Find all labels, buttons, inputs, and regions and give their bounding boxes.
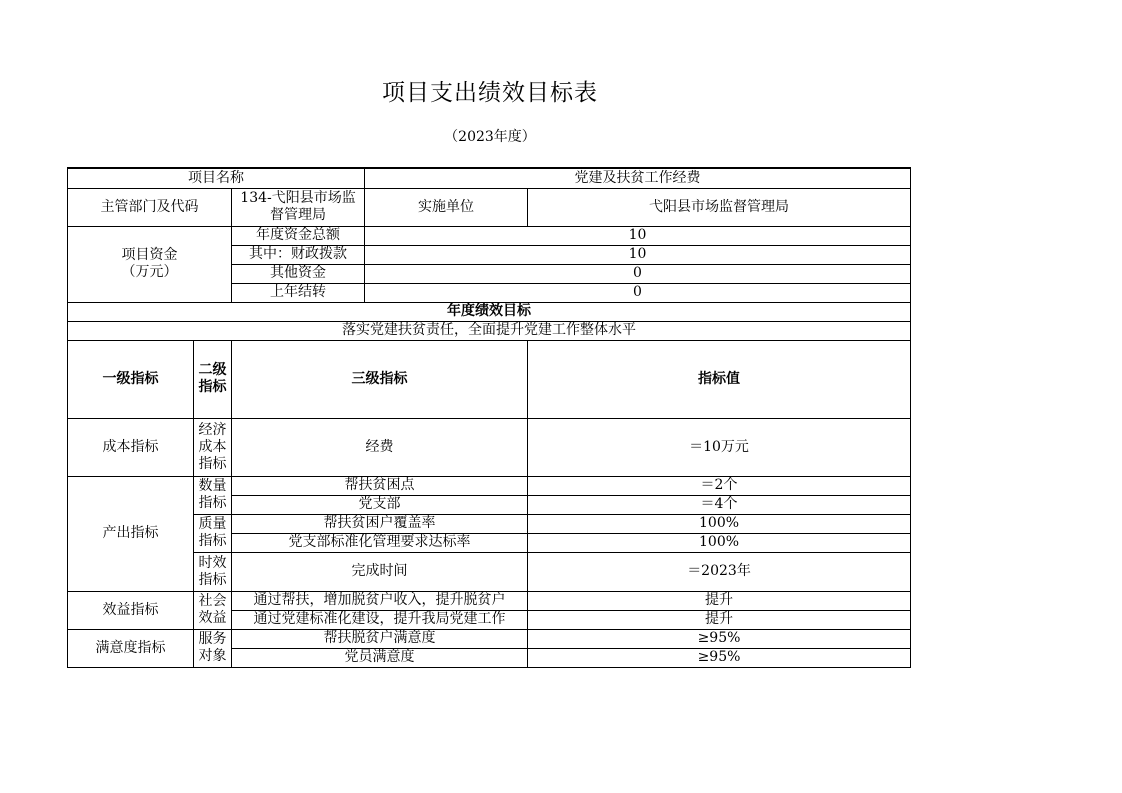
output-value: 100% xyxy=(528,514,911,533)
funds-row-label: 其中：财政拨款 xyxy=(232,245,365,264)
page-title: 项目支出绩效目标表 xyxy=(382,80,598,106)
benefit-level3: 通过帮扶，增加脱贫户收入，提升脱贫户 xyxy=(232,591,528,610)
annual-goal-header: 年度绩效目标 xyxy=(68,302,911,321)
benefit-level3: 通过党建标准化建设，提升我局党建工作 xyxy=(232,610,528,629)
satisfaction-level3: 帮扶脱贫户满意度 xyxy=(232,629,528,648)
output-value: ＝2023年 xyxy=(528,552,911,591)
funds-row-label: 年度资金总额 xyxy=(232,226,365,245)
output-level3: 党支部 xyxy=(232,495,528,514)
page-subtitle: （2023年度） xyxy=(444,129,536,145)
project-name-value: 党建及扶贫工作经费 xyxy=(365,168,911,188)
cost-level1: 成本指标 xyxy=(68,418,194,476)
performance-table xyxy=(67,167,911,668)
dept-value: 134-弋阳县市场监督管理局 xyxy=(232,188,365,226)
header-level2: 二级指标 xyxy=(194,340,232,418)
funds-row-value: 0 xyxy=(365,264,911,283)
benefit-level1: 效益指标 xyxy=(68,591,194,629)
output-level3: 党支部标准化管理要求达标率 xyxy=(232,533,528,552)
output-value: ＝2个 xyxy=(528,476,911,495)
funds-label xyxy=(68,226,232,302)
funds-row-value: 10 xyxy=(365,226,911,245)
output-level3: 帮扶贫困户覆盖率 xyxy=(232,514,528,533)
benefit-level2: 社会效益 xyxy=(194,591,232,629)
output-quantity-label: 数量指标 xyxy=(194,476,232,514)
funds-row-label: 上年结转 xyxy=(232,283,365,302)
output-level1: 产出指标 xyxy=(68,476,194,591)
funds-row-label: 其他资金 xyxy=(232,264,365,283)
satisfaction-level3: 党员满意度 xyxy=(232,648,528,667)
header-value: 指标值 xyxy=(528,340,911,418)
cost-level2: 经济成本指标 xyxy=(194,418,232,476)
dept-label: 主管部门及代码 xyxy=(68,188,232,226)
output-quality-label: 质量指标 xyxy=(194,514,232,552)
output-value: ＝4个 xyxy=(528,495,911,514)
impl-value: 弋阳县市场监督管理局 xyxy=(528,188,911,226)
output-value: 100% xyxy=(528,533,911,552)
project-name-label: 项目名称 xyxy=(68,168,365,188)
funds-label-line2: （万元） xyxy=(121,264,178,280)
satisfaction-level2: 服务对象 xyxy=(194,629,232,667)
funds-row-value: 0 xyxy=(365,283,911,302)
output-level3: 帮扶贫困点 xyxy=(232,476,528,495)
funds-row-value: 10 xyxy=(365,245,911,264)
benefit-value: 提升 xyxy=(528,591,911,610)
satisfaction-value: ≥95% xyxy=(528,648,911,667)
funds-label-line1: 项目资金 xyxy=(121,247,178,263)
satisfaction-level1: 满意度指标 xyxy=(68,629,194,667)
cost-value: ＝10万元 xyxy=(528,418,911,476)
output-time-label: 时效指标 xyxy=(194,552,232,591)
annual-goal-text: 落实党建扶贫责任，全面提升党建工作整体水平 xyxy=(68,321,911,340)
header-level1: 一级指标 xyxy=(68,340,194,418)
cost-level3: 经费 xyxy=(232,418,528,476)
benefit-value: 提升 xyxy=(528,610,911,629)
output-level3: 完成时间 xyxy=(232,552,528,591)
header-level3: 三级指标 xyxy=(232,340,528,418)
satisfaction-value: ≥95% xyxy=(528,629,911,648)
impl-label: 实施单位 xyxy=(365,188,528,226)
